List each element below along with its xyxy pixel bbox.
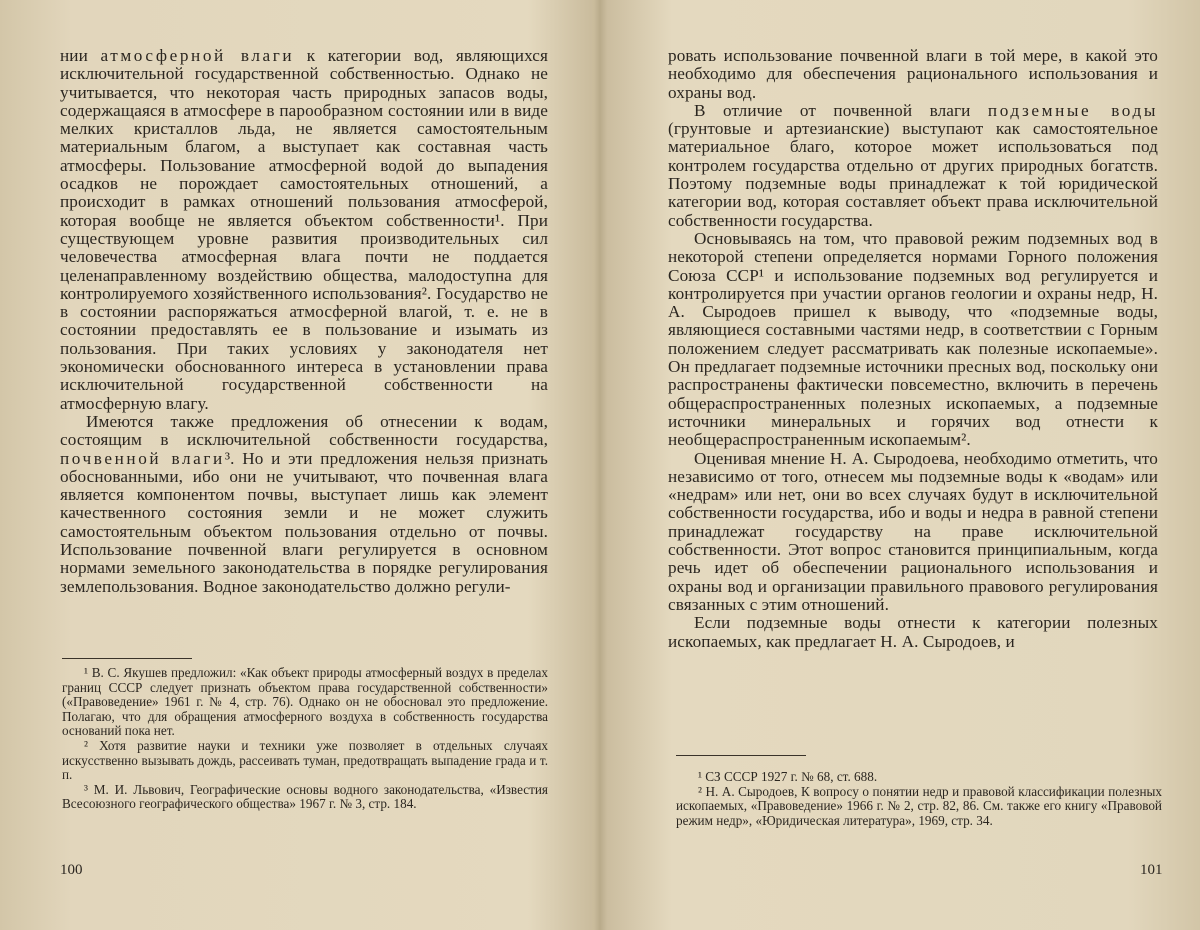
right-footnote-2: ² Н. А. Сыродоев, К вопросу о понятии недр и правовой классификации полезных ископаемых, «Правоведение» 1966 г. № 2, стр. 82, 86. См. также его книгу «Правовой режим недр», «Юридическая литература», 1969, стр. 34. bbox=[676, 783, 1162, 828]
left-footnote-1: ¹ В. С. Якушев предложил: «Как объект природы атмосферный воздух в пределах границ СССР следует признать объектом права государственной собственности» («Правоведение» 1961 г. № 4, стр. 76). Однако он не обосновал это предложение. Полагаю, что для обращения атмосферного воздуха в собственность государства оснований пока нет. bbox=[62, 665, 548, 739]
right-paragraph-5: Если подземные воды отнести к категории полезных ископаемых, как предлагает Н. А. Сыродоев, и bbox=[668, 613, 1158, 651]
right-paragraph-3: Основываясь на том, что правовой режим подземных вод в некоторой степени определяется нормами Горного положения Союза ССР¹ и использование подземных вод регулируется и контролируется при участии органов геологии и охраны недр, Н. А. Сыродоев пришел к выводу, что «подземные воды, являющиеся составными частями недр, в соответствии с Горным положением следует рассматривать как полезные ископаемые». Он предлагает подземные источники пресных вод, поскольку они распространены фактически повсеместно, включить в перечень общераспространенных полезных ископаемых, а подземные источники минеральных и горячих вод отнести к необщераспространенным ископаемым². bbox=[668, 228, 1158, 450]
right-page-body bbox=[668, 47, 1158, 651]
spaced-emphasis: подземные воды bbox=[987, 100, 1158, 120]
right-paragraph-1: ровать использование почвенной влаги в той мере, в какой это необходимо для обеспечения рационального использования и охраны вод. bbox=[668, 46, 1158, 102]
left-footnote-rule bbox=[62, 658, 192, 659]
spaced-emphasis: атмосферной влаги bbox=[100, 46, 295, 65]
left-footnote-3: ³ М. И. Львович, Географические основы водного законодательства, «Известия Всесоюзного географического общества» 1967 г. № 3, стр. 184. bbox=[62, 781, 548, 812]
left-page-body bbox=[60, 47, 548, 596]
right-page bbox=[600, 0, 1200, 930]
spaced-emphasis: почвенной влаги bbox=[60, 448, 225, 468]
right-footnotes bbox=[676, 770, 1162, 828]
right-page-number: 101 bbox=[1140, 862, 1163, 878]
right-footnote-1: ¹ СЗ СССР 1927 г. № 68, ст. 688. bbox=[698, 769, 878, 784]
left-footnotes bbox=[62, 666, 548, 812]
left-footnote-2: ² Хотя развитие науки и техники уже позволяет в отдельных случаях искусственно вызывать дождь, рассеивать туман, предотвращать выпадение града и т. п. bbox=[62, 737, 548, 783]
left-paragraph-1: нии атмосферной влаги к категории вод, являющихся исключительной государственной собственностью. Однако не учитывается, что некоторая часть природных запасов воды, содержащаяся в атмосфере в парообразном состоянии или в виде мелких кристаллов льда, не является самостоятельным материальным благом, а выступает как составная часть атмосферы. Пользование атмосферной водой до выпадения осадков не порождает самостоятельных отношений, а происходит в рамках отношений пользования атмосферой, которая вообще не является объектом собственности¹. При существующем уровне развития производительных сил человечества атмосферная влага почти не поддается целенаправленному воздействию общества, малодоступна для контролируемого хозяйственного использования². Государство не в состоянии распоряжаться атмосферной влагой, т. е. не в состоянии предоставлять ее в пользование и изымать из пользования. При таких условиях у законодателя нет экономически обоснованного интереса в установлении права исключительной государственной собственности на атмосферную влагу. bbox=[60, 46, 549, 413]
left-page-number: 100 bbox=[60, 862, 83, 878]
right-paragraph-2: В отличие от почвенной влаги подземные воды (грунтовые и артезианские) выступают как самостоятельное материальное благо, которое может использоваться под контролем государства отдельно от других природных богатств. Поэтому подземные воды принадлежат к той юридической категории вод, которая составляет объект права исключительной собственности государства. bbox=[668, 100, 1158, 230]
right-paragraph-4: Оценивая мнение Н. А. Сыродоева, необходимо отметить, что независимо от того, отнесем мы подземные воды к «водам» или «недрам» или нет, они во всех случаях будут в исключительной собственности государства, ибо и воды и недра в равной степени принадлежат государству на праве исключительной собственности. Этот вопрос становится принципиальным, когда речь идет об обеспечении рационального использования и охраны вод и организации правильного правового регулирования связанных с этим отношений. bbox=[668, 448, 1158, 614]
left-paragraph-2: Имеются также предложения об отнесении к водам, состоящим в исключительной собственности государства, почвенной влаги³. Но и эти предложения нельзя признать обоснованными, ибо они не учитывают, что почвенная влага является компонентом почвы, выступает лишь как элемент качественного состояния земли и не может служить самостоятельным объектом пользования отдельно от почвы. Использование почвенной влаги регулируется в основном нормами земельного законодательства в порядке регулирования землепользования. Водное законодательство должно регули- bbox=[60, 411, 548, 596]
right-footnote-rule bbox=[676, 755, 806, 756]
